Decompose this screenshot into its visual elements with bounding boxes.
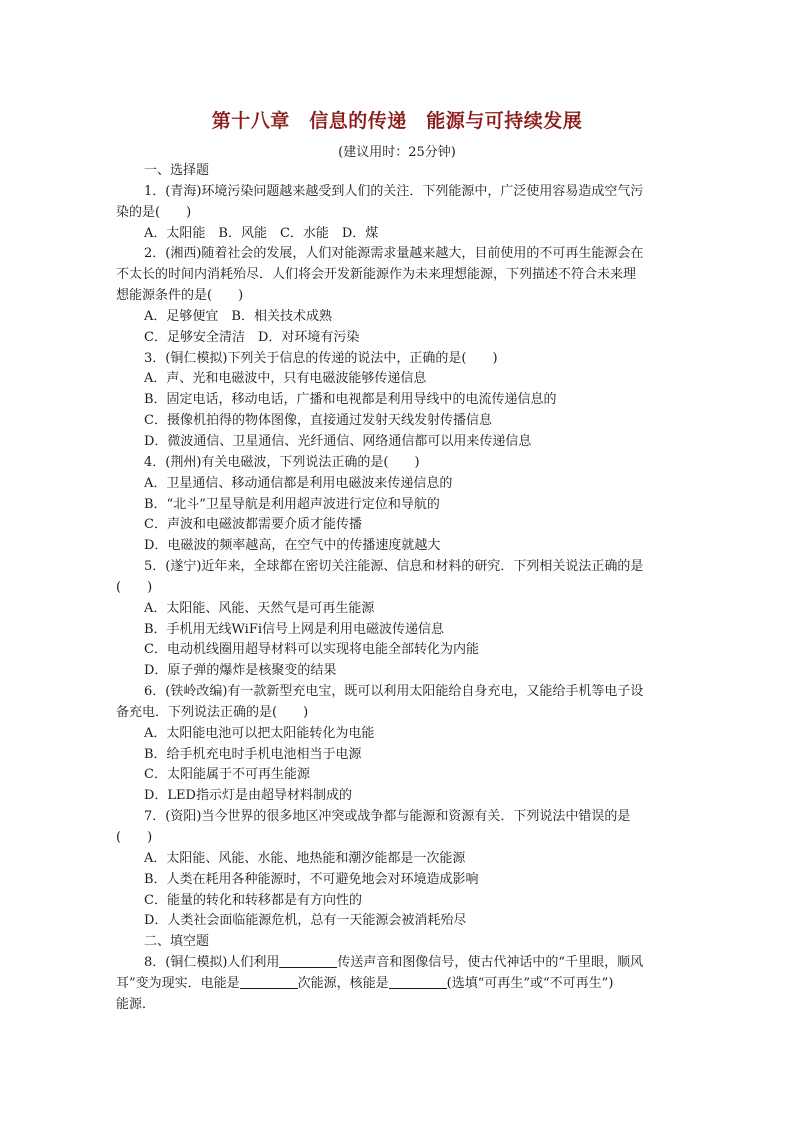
text-line: 5．(遂宁)近年来，全球都在密切关注能源、信息和材料的研究．下列相关说法正确的是 (144, 559, 644, 575)
text-line: B．固定电话，移动电话，广播和电视都是利用导线中的电流传递信息的 (144, 392, 557, 408)
text-line: B．人类在耗用各种能源时，不可避免地会对环境造成影响 (144, 871, 479, 887)
question-8-line-2 (116, 974, 686, 995)
text-line: A．太阳能、风能、水能、地热能和潮汐能都是一次能源 (144, 850, 466, 866)
text-line: C．太阳能属于不可再生能源 (144, 767, 310, 783)
q8-text: 次能源，核能是 (297, 975, 389, 991)
question-8-line-3 (116, 995, 686, 1016)
text-line: B．手机用无线WiFi信号上网是利用电磁波传递信息 (144, 621, 445, 637)
q8-text: 8．(铜仁模拟)人们利用 (144, 955, 280, 971)
text-line: A．声、光和电磁波中，只有电磁波能够传递信息 (144, 371, 427, 387)
text-line: D．电磁波的频率越高，在空气中的传播速度就越大 (144, 538, 441, 554)
text-line: 想能源条件的是( ) (116, 288, 244, 304)
text-line: D．微波通信、卫星通信、光纤通信、网络通信都可以用来传递信息 (144, 433, 532, 449)
text-line: A．卫星通信、移动通信都是利用电磁波来传递信息的 (144, 475, 453, 491)
text-line: 4．(荆州)有关电磁波，下列说法正确的是( ) (144, 454, 420, 470)
question-8-line-1 (116, 953, 686, 974)
text-line: D．人类社会面临能源危机，总有一天能源会被消耗殆尽 (144, 913, 467, 929)
answer-blank[interactable] (240, 974, 298, 989)
text-line: 1．(青海)环境污染问题越来越受到人们的关注．下列能源中，广泛使用容易造成空气污 (144, 183, 644, 199)
page-title: 第十八章 信息的传递 能源与可持续发展 (211, 110, 583, 132)
answer-blank[interactable] (279, 953, 337, 968)
question-lines (116, 161, 686, 953)
text-line: C．能量的转化和转移都是有方向性的 (144, 892, 362, 908)
text-line: ( ) (116, 579, 153, 595)
text-line: 不太长的时间内消耗殆尽．人们将会开发新能源作为未来理想能源，下列描述不符合未来理 (116, 267, 637, 283)
text-line: D．LED指示灯是由超导材料制成的 (144, 788, 352, 804)
text-line: A．太阳能 B．风能 C．水能 D．煤 (144, 225, 379, 241)
text-line: C．摄像机拍得的物体图像，直接通过发射天线发射传播信息 (144, 413, 492, 429)
suggested-time: (建议用时：25分钟) (338, 145, 456, 160)
text-line: B．给手机充电时手机电池相当于电源 (144, 746, 362, 762)
text-line: B．“北斗”卫星导航是利用超声波进行定位和导航的 (144, 496, 440, 512)
answer-blank[interactable] (389, 974, 447, 989)
question-body (116, 161, 686, 1016)
text-line: 3．(铜仁模拟)下列关于信息的传递的说法中，正确的是( ) (144, 350, 498, 366)
text-line: C．电动机线圈用超导材料可以实现将电能全部转化为内能 (144, 642, 479, 658)
text-line: 一、选择题 (144, 163, 210, 178)
q8-text: 能源． (116, 996, 156, 1012)
q8-text: 传送声音和图像信号，使古代神话中的“千里眼，顺风 (337, 955, 644, 971)
q8-text: 耳”变为现实．电能是 (116, 975, 240, 991)
text-line: 备充电．下列说法正确的是( ) (116, 704, 309, 720)
text-line: A．太阳能、风能、天然气是可再生能源 (144, 600, 375, 616)
text-line: 染的是( ) (116, 204, 192, 220)
text-line: 6．(铁岭改编)有一款新型充电宝，既可以利用太阳能给自身充电，又能给手机等电子设 (144, 684, 644, 700)
text-line: C．足够安全清洁 D．对环境有污染 (144, 329, 360, 345)
text-line: 二、填空题 (144, 934, 210, 950)
text-line: 2．(湘西)随着社会的发展，人们对能源需求量越来越大，目前使用的不可再生能源会在 (144, 246, 644, 262)
text-line: A．足够便宜 B．相关技术成熟 (144, 308, 332, 324)
text-line: ( ) (116, 830, 153, 845)
text-line: 7．(资阳)当今世界的很多地区冲突或战争都与能源和资源有关．下列说法中错误的是 (144, 809, 631, 825)
text-line: A．太阳能电池可以把太阳能转化为电能 (144, 725, 375, 741)
text-line: D．原子弹的爆炸是核聚变的结果 (144, 663, 337, 679)
text-line: C．声波和电磁波都需要介质才能传播 (144, 517, 362, 533)
q8-text: (选填“可再生”或“不可再生”) (446, 975, 614, 991)
